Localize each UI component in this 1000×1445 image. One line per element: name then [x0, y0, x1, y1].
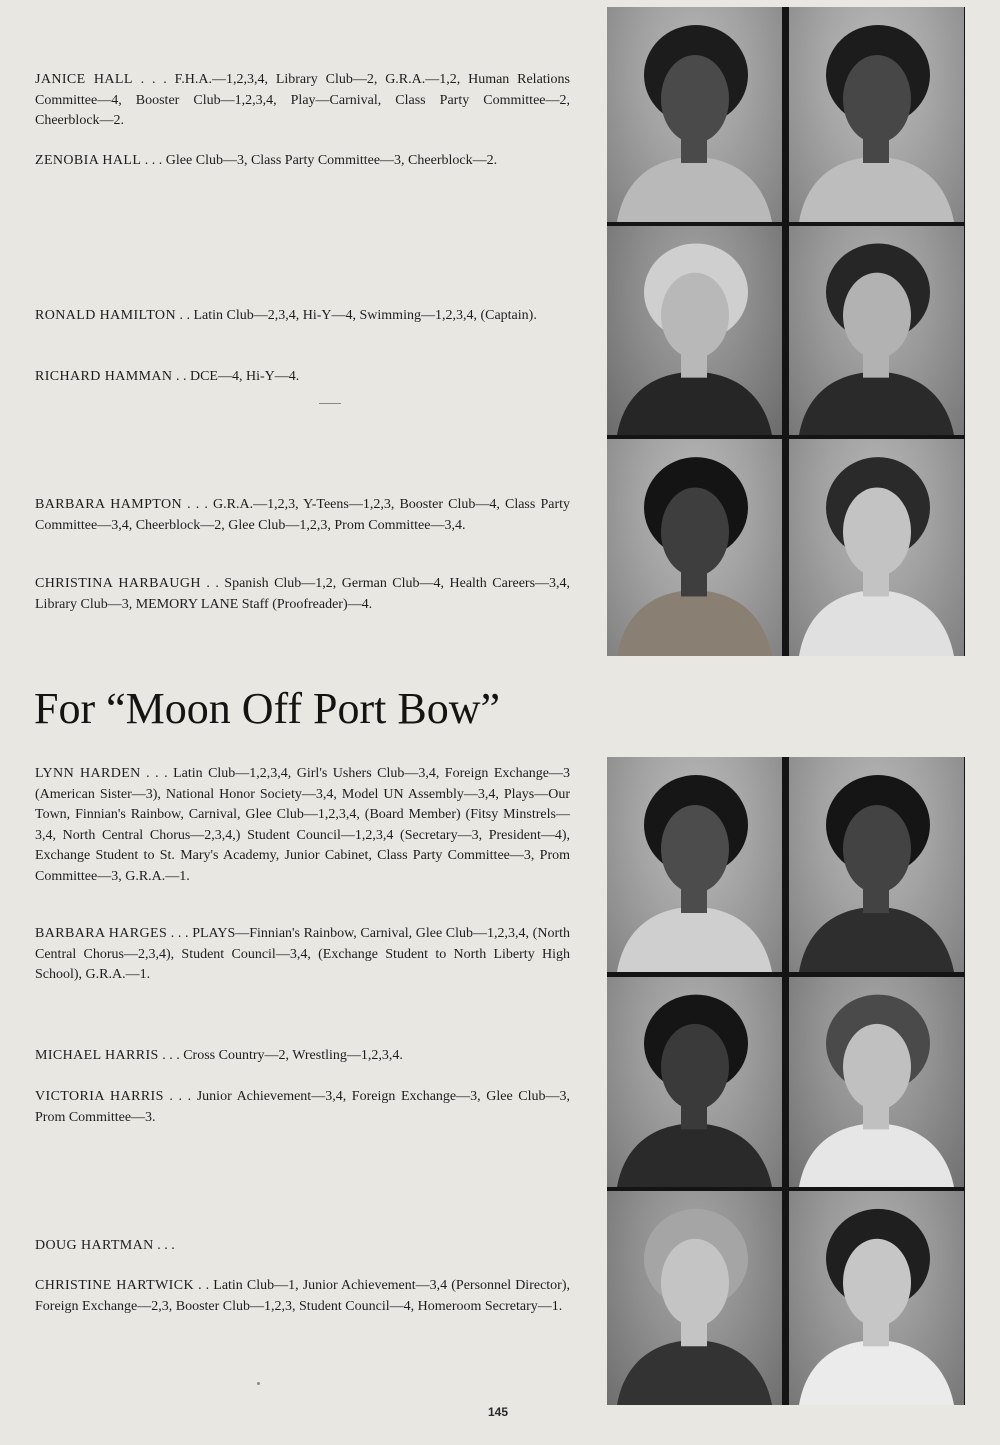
portrait-barbara-harges: [789, 757, 964, 972]
separator: . . .: [182, 497, 214, 512]
portrait-face: [661, 1239, 729, 1327]
student-activities: Latin Club—1,2,3,4, Girl's Ushers Club—3,4, Foreign Exchange—3 (American Sister—3), National Honor Society—3,4, Model UN Assembly—3,4, Plays—Our Town, Finnian's Rainbow, Carnival, Glee Club—1,2,3,4, (Board Member) (Fitsy Minstrels—3,4, North Central Chorus—2,3,4,) Student Council—1,2,3,4 (Secretary—3, President—4), Exchange Student to St. Mary's Academy, Junior Cabinet, Class Party Committee—3, Prom Committee—3, G.R.A.—1.: [35, 766, 571, 884]
student-name: VICTORIA HARRIS: [35, 1089, 164, 1104]
portrait-richard-hamman: [789, 226, 964, 435]
section-headline: For “Moon Off Port Bow”: [34, 684, 501, 733]
portrait-silhouette: [789, 757, 964, 972]
student-name: BARBARA HARGES: [35, 926, 168, 941]
entry-victoria-harris: [35, 1087, 570, 1128]
portrait-barbara-hampton: [607, 439, 782, 656]
separator: . . .: [141, 153, 166, 168]
student-name: CHRISTINA HARBAUGH: [35, 576, 201, 591]
student-activities: Latin Club—1, Junior Achievement—3,4 (Personnel Director), Foreign Exchange—2,3, Booster Club—1,2,3, Student Council—4, Homeroom Secretary—1.: [35, 1278, 571, 1314]
portrait-face: [843, 1024, 911, 1110]
entry-zenobia-hall: [35, 151, 570, 172]
portrait-face: [843, 273, 911, 359]
portrait-face: [843, 805, 911, 893]
student-name: JANICE HALL: [35, 72, 133, 87]
student-activities: Cross Country—2, Wrestling—1,2,3,4.: [183, 1048, 403, 1063]
separator: . .: [200, 576, 225, 591]
portrait-silhouette: [789, 977, 964, 1187]
entry-doug-hartman: [35, 1236, 570, 1257]
student-name: ZENOBIA HALL: [35, 153, 142, 168]
student-activities: Glee Club—3, Class Party Committee—3, Cheerblock—2.: [165, 153, 498, 168]
portrait-silhouette: [607, 226, 782, 435]
entry-christine-hartwick: [35, 1276, 570, 1317]
portrait-christine-hartwick: [789, 1191, 964, 1405]
separator: . .: [194, 1278, 214, 1293]
portrait-silhouette: [607, 1191, 782, 1405]
separator: . . .: [132, 72, 175, 87]
student-activities: PLAYS—Finnian's Rainbow, Carnival, Glee Club—1,2,3,4, (North Central Chorus—2,3,4), Student Council—3,4, (Exchange Student to North Liberty High School), G.R.A.—1.: [35, 926, 570, 982]
student-name: RICHARD HAMMAN: [35, 369, 173, 384]
separator: . .: [172, 369, 190, 384]
portrait-silhouette: [607, 977, 782, 1187]
portrait-zenobia-hall: [789, 7, 964, 222]
separator: . . .: [167, 926, 193, 941]
separator: . . .: [158, 1048, 184, 1063]
print-mark: [319, 403, 341, 404]
separator: . . .: [163, 1089, 197, 1104]
portrait-silhouette: [607, 757, 782, 972]
portrait-grid-top: [607, 7, 965, 656]
portrait-silhouette: [607, 439, 782, 656]
student-name: MICHAEL HARRIS: [35, 1048, 159, 1063]
entry-barbara-harges: [35, 924, 570, 986]
portrait-face: [661, 487, 729, 576]
portrait-doug-hartman: [607, 1191, 782, 1405]
entry-barbara-hampton: [35, 495, 570, 536]
portrait-michael-harris: [607, 977, 782, 1187]
student-activities: DCE—4, Hi-Y—4.: [189, 369, 300, 384]
portrait-face: [661, 55, 729, 143]
student-name: CHRISTINE HARTWICK: [35, 1278, 194, 1293]
portrait-face: [661, 805, 729, 893]
portrait-silhouette: [789, 226, 964, 435]
page-number: 145: [488, 1405, 509, 1419]
student-name: BARBARA HAMPTON: [35, 497, 183, 512]
student-activities: Junior Achievement—3,4, Foreign Exchange—3, Glee Club—3, Prom Committee—3.: [35, 1089, 571, 1125]
portrait-grid-bottom: [607, 757, 965, 1405]
portrait-silhouette: [789, 439, 964, 656]
portrait-lynn-harden: [607, 757, 782, 972]
student-activities: Spanish Club—1,2, German Club—4, Health Careers—3,4, Library Club—3, MEMORY LANE Staff (Proofreader)—4.: [35, 576, 571, 612]
separator: . . .: [153, 1238, 175, 1253]
portrait-ronald-hamilton: [607, 226, 782, 435]
portrait-janice-hall: [607, 7, 782, 222]
entry-michael-harris: [35, 1046, 570, 1067]
entry-lynn-harden: [35, 764, 570, 887]
portrait-victoria-harris: [789, 977, 964, 1187]
portrait-silhouette: [789, 1191, 964, 1405]
portrait-face: [661, 273, 729, 359]
entry-janice-hall: [35, 70, 570, 132]
separator: . . .: [140, 766, 174, 781]
portrait-silhouette: [607, 7, 782, 222]
student-activities: Latin Club—2,3,4, Hi-Y—4, Swimming—1,2,3,4, (Captain).: [193, 308, 537, 323]
portrait-face: [661, 1024, 729, 1110]
portrait-face: [843, 1239, 911, 1327]
print-dot: [257, 1382, 260, 1385]
student-name: LYNN HARDEN: [35, 766, 141, 781]
entry-ronald-hamilton: [35, 306, 570, 327]
student-name: DOUG HARTMAN: [35, 1238, 154, 1253]
entry-christina-harbaugh: [35, 574, 570, 615]
portrait-christina-harbaugh: [789, 439, 964, 656]
student-activities: G.R.A.—1,2,3, Y-Teens—1,2,3, Booster Club—4, Class Party Committee—3,4, Cheerblock—2, Glee Club—1,2,3, Prom Committee—3,4.: [35, 497, 571, 533]
student-name: RONALD HAMILTON: [35, 308, 176, 323]
entry-richard-hamman: [35, 367, 570, 388]
portrait-face: [843, 55, 911, 143]
portrait-silhouette: [789, 7, 964, 222]
separator: . .: [175, 308, 194, 323]
portrait-face: [843, 487, 911, 576]
student-activities: F.H.A.—1,2,3,4, Library Club—2, G.R.A.—1,2, Human Relations Committee—4, Booster Club—1,2,3,4, Play—Carnival, Class Party Committee—2, Cheerblock—2.: [35, 72, 571, 128]
